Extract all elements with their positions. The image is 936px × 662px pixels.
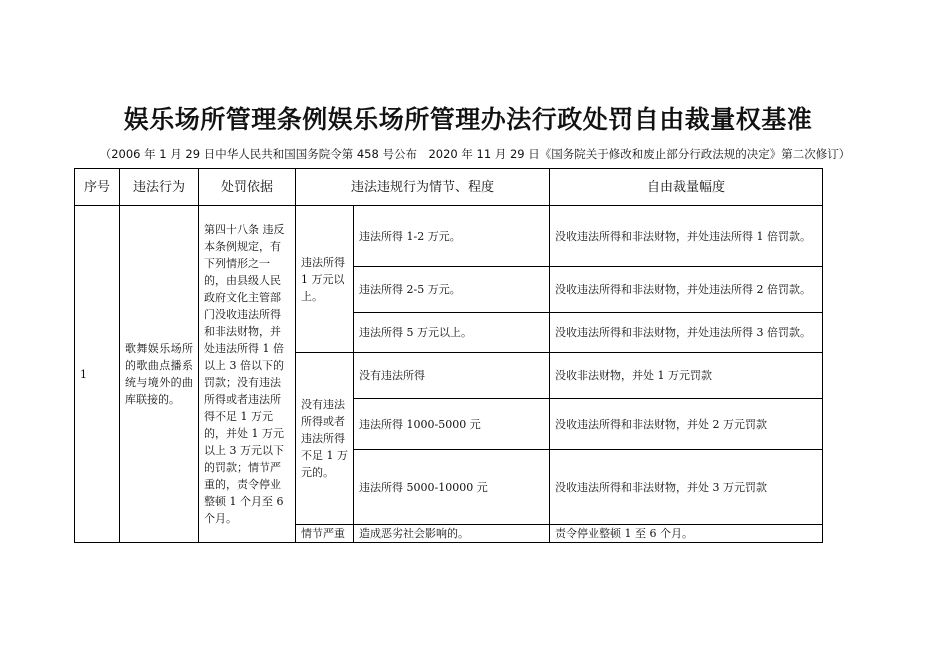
header-circumstance: 违法违规行为情节、程度 — [296, 169, 550, 206]
penalty-cell: 责令停业整顿 1 至 6 个月。 — [550, 525, 823, 543]
discretion-standard-table — [74, 168, 823, 543]
header-row — [75, 169, 823, 206]
penalty-basis-cell: 第四十八条 违反本条例规定，有下列情形之一的，由县级人民政府文化主管部门没收违法所得和非法财物，并处违法所得 1 倍以上 3 倍以下的罚款；没有违法所得或者违法所得不足 1 万元的，并处 1 万元以上 3 万元以下的罚款；情节严重的，责令停业整顿 1 个月至 6 个月。 — [199, 206, 296, 543]
violation-cell: 歌舞娱乐场所的歌曲点播系统与境外的曲库联接的。 — [120, 206, 199, 543]
penalty-cell: 没收违法所得和非法财物，并处违法所得 1 倍罚款。 — [550, 206, 823, 267]
penalty-cell: 没收违法所得和非法财物，并处违法所得 3 倍罚款。 — [550, 313, 823, 353]
document-title: 娱乐场所管理条例娱乐场所管理办法行政处罚自由裁量权基准 — [123, 105, 813, 134]
header-discretion: 自由裁量幅度 — [550, 169, 823, 206]
row-number: 1 — [75, 206, 120, 543]
detail-cell: 造成恶劣社会影响的。 — [354, 525, 550, 543]
penalty-cell: 没收非法财物，并处 1 万元罚款 — [550, 353, 823, 399]
condition-cell: 违法所得 1 万元以上。 — [296, 206, 354, 353]
document-subtitle: （2006 年 1 月 29 日中华人民共和国国务院令第 458 号公布 2020 年 11 月 29 日《国务院关于修改和废止部分行政法规的决定》第二次修订） — [99, 147, 851, 161]
header-basis: 处罚依据 — [199, 169, 296, 206]
detail-cell: 违法所得 5000-10000 元 — [354, 450, 550, 525]
header-no: 序号 — [75, 169, 120, 206]
detail-cell: 违法所得 2-5 万元。 — [354, 267, 550, 313]
penalty-cell: 没收违法所得和非法财物，并处违法所得 2 倍罚款。 — [550, 267, 823, 313]
detail-cell: 违法所得 1-2 万元。 — [354, 206, 550, 267]
detail-cell: 违法所得 1000-5000 元 — [354, 399, 550, 450]
condition-cell: 情节严重 — [296, 525, 354, 543]
table-row — [75, 206, 823, 267]
header-violation: 违法行为 — [120, 169, 199, 206]
detail-cell: 没有违法所得 — [354, 353, 550, 399]
penalty-cell: 没收违法所得和非法财物，并处 3 万元罚款 — [550, 450, 823, 525]
condition-cell: 没有违法所得或者违法所得不足 1 万元的。 — [296, 353, 354, 525]
penalty-cell: 没收违法所得和非法财物，并处 2 万元罚款 — [550, 399, 823, 450]
detail-cell: 违法所得 5 万元以上。 — [354, 313, 550, 353]
